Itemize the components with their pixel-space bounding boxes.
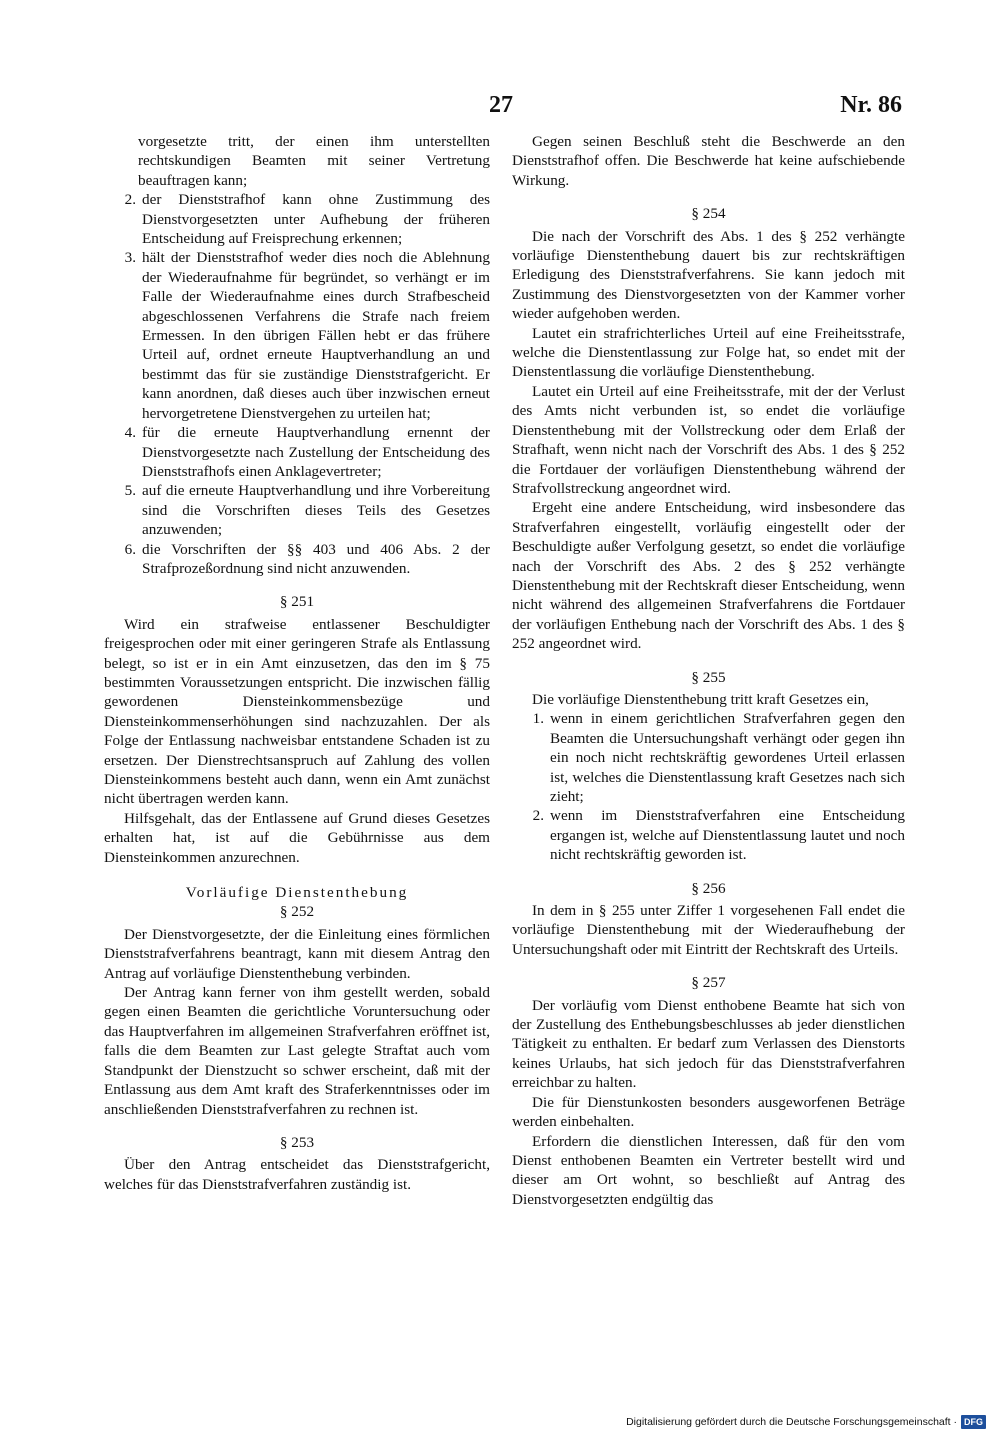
list-item-number: 2.: [532, 807, 544, 825]
section-253-paragraph-1: Über den Antrag entscheidet das Dienststrafgericht, welches für das Dienststrafverfahren zuständig ist.: [104, 1156, 490, 1193]
issue-number: Nr. 86: [840, 92, 902, 118]
list-item-text: die Vorschriften der §§ 403 und 406 Abs. 2 der Strafprozeßordnung sind nicht anzuwenden.: [142, 540, 490, 577]
section-251-paragraph-2: Hilfsgehalt, das der Entlassene auf Grund dieses Gesetzes erhalten hat, ist auf die Gebührnisse aus dem Diensteinkommen anzurechnen.: [104, 809, 490, 866]
list-item: [104, 248, 490, 423]
section-255-paragraph-1: Die vorläufige Dienstenthebung tritt kraft Gesetzes ein,: [532, 690, 869, 708]
list-item: [512, 806, 905, 864]
list-item-text: für die erneute Hauptverhandlung ernennt der Dienstvorgesetzte nach Zustellung der Entscheidung des Dienststrafhofs einen Anklagevertreter;: [142, 424, 490, 480]
section-heading-256: § 256: [691, 879, 726, 897]
section-heading-257: § 257: [691, 974, 726, 992]
list-item-number: 5.: [124, 482, 136, 500]
list-item: [104, 423, 490, 481]
section-heading-252: § 252: [279, 903, 315, 921]
list-item-number: 3.: [124, 249, 136, 267]
list-item-text: wenn in einem gerichtlichen Strafverfahren gegen den Beamten die Untersuchungshaft verhängt oder gegen ihn ein noch nicht rechtskräftig gewordenes Urteil erlassen ist, welches die Dienstentlassung kraft Gesetzes nach sich zieht;: [550, 710, 905, 805]
list-item: [104, 190, 490, 248]
section-257-paragraph-1: Der vorläufig vom Dienst enthobene Beamte hat sich von der Zustellung des Enthebungsbeschlusses ab jeder dienstlichen Tätigkeit zu enthalten. Er bedarf zum Verlassen des Dienstorts keines Urlaubs, hat sich jedoch für das Dienststrafverfahren erreichbar zu halten.: [512, 996, 905, 1092]
section-252-paragraph-1: Der Dienstvorgesetzte, der die Einleitung eines förmlichen Dienststrafverfahrens beantragt, kann mit diesem Antrag den Antrag auf vorläufige Dienstenthebung verbinden.: [104, 925, 490, 982]
list-item-number: 4.: [124, 424, 136, 442]
intro-tail-paragraph: vorgesetzte tritt, der einen ihm unterstellten rechtskundigen Beamten mit seiner Vertretung beauftragen kann;: [138, 133, 490, 189]
section-251-paragraph-1: Wird ein strafweise entlassener Beschuldigter freigesprochen oder mit einer geringeren Strafe als Entlassung belegt, so ist er in ein Amt einzusetzen, das den im § 75 bestimmten Voraussetzungen entspricht. Die inzwischen fällig gewordenen Diensteinkommensbezüge und Diensteinkommenserhöhungen sind nachzuzahlen. Der als Folge der Entlassung nachweisbar entstandene Schaden ist zu ersetzen. Der Dienstrechtsanspruch auf Zahlung des vollen Diensteinkommens besteht auch dann, wenn ein Amt zunächst nicht übertragen werden kann.: [104, 615, 490, 808]
subheading-vorlaeufige-dienstenthebung: Vorläufige Dienstenthebung: [185, 884, 409, 902]
section-heading-255: § 255: [691, 668, 726, 686]
section-heading-251: § 251: [279, 593, 315, 611]
list-item-text: auf die erneute Hauptverhandlung und ihre Vorbereitung sind die Vorschriften dieses Teils des Gesetzes anzuwenden;: [142, 482, 490, 539]
enumerated-list: [104, 190, 490, 578]
dfg-logo: DFG: [961, 1415, 986, 1429]
left-column: [104, 132, 490, 1194]
list-item: [104, 481, 490, 539]
section-252-paragraph-2: Der Antrag kann ferner von ihm gestellt werden, sobald gegen einen Beamten die gerichtliche Voruntersuchung oder das Hauptverfahren im allgemeinen Strafverfahren eröffnet ist, falls die dem Beamten zur Last gelegte Straftat auch vom Standpunkt der Dienstzucht so schwer erscheint, daß mit der Entlassung aus dem Amt kraft des Straferkenntnisses oder im anschließenden Dienststrafverfahren zu rechnen ist.: [104, 984, 490, 1118]
digitization-footer: [614, 1414, 986, 1430]
list-item-number: 2.: [124, 191, 136, 209]
list-item-text: der Dienststrafhof kann ohne Zustimmung des Dienstvorgesetzten unter Aufhebung der früheren Entscheidung auf Freisprechung erkennen;: [142, 191, 490, 248]
section-254-paragraph-4: Ergeht eine andere Entscheidung, wird insbesondere das Strafverfahren eingestellt, vorläufig eingestellt oder der Beschuldigte außer Verfolgung gesetzt, so endet die vorläufige nach der Vorschrift des Abs. 2 des § 252 verhängte Dienstenthebung mit der Rechtskraft dieser Entscheidung, wenn nicht während des allgemeinen Strafverfahrens die Fortdauer der vorläufigen Enthebung nach der Vorschrift des Abs. 1 des § 252 angeordnet wird.: [512, 499, 905, 653]
section-254-paragraph-3: Lautet ein Urteil auf eine Freiheitsstrafe, mit der der Verlust des Amts nicht verbunden ist, so endet die vorläufige Dienstenthebung mit der Vollstreckung oder dem Erlaß der Strafhaft, wenn nicht nach der Vorschrift des Abs. 1 des § 252 die Fortdauer der vorläufigen Dienstenthebung während der Strafvollstreckung angeordnet wird.: [512, 382, 905, 497]
list-item: [512, 709, 905, 806]
section-257-paragraph-3: Erfordern die dienstlichen Interessen, daß für den vom Dienst enthobenen Beamten ein Vertreter bestellt wird und dieser am Ort wohnt, so beschließt auf Antrag des Dienstvorgesetzten endgültig das: [512, 1132, 905, 1208]
section-254-paragraph-1: Die nach der Vorschrift des Abs. 1 des § 252 verhängte vorläufige Dienstenthebung dauert bis zur rechtskräftigen Erledigung des Dienststrafverfahrens. Sie kann jedoch mit Zustimmung des Dienstvorgesetzten von der Kammer vorher wieder aufgehoben werden.: [512, 227, 905, 323]
list-item: [104, 540, 490, 579]
list-item-number: 1.: [532, 710, 544, 728]
section-253-continuation: Gegen seinen Beschluß steht die Beschwerde an den Dienststrafhof offen. Die Beschwerde hat keine aufschiebende Wirkung.: [512, 133, 905, 189]
list-item-text: hält der Dienststrafhof weder dies noch die Ablehnung der Wiederaufnahme für begründet, so verhängt er im Falle der Wiederaufnahme eines durch Strafbescheid abgeschlossenen Verfahrens die Strafe nach freiem Ermessen. In den übrigen Fällen hebt er das frühere Urteil auf, ordnet erneute Hauptverhandlung an und bestimmt das für sie zuständige Dienststrafgericht. Er kann anordnen, daß dieses auch über inzwischen erneut hervorgetretene Dienstvergehen zu urteilen hat;: [142, 249, 490, 422]
section-heading-254: § 254: [691, 205, 726, 223]
list-item-number: 6.: [124, 540, 136, 558]
section-256-paragraph-1: In dem in § 255 unter Ziffer 1 vorgesehenen Fall endet die vorläufige Dienstenthebung mit der Wiederaufhebung der Untersuchungshaft oder mit Eintritt der Rechtskraft des Urteils.: [512, 902, 905, 958]
list-item-text: wenn im Dienststrafverfahren eine Entscheidung ergangen ist, welche auf Dienstentlassung lautet und noch nicht rechtskräftig geworden ist.: [550, 807, 905, 864]
section-255-list: [512, 709, 905, 864]
page-number: 27: [489, 92, 513, 118]
right-column: [512, 132, 905, 1209]
section-254-paragraph-2: Lautet ein strafrichterliches Urteil auf eine Freiheitsstrafe, welche die Dienstentlassung zur Folge hat, so endet mit der Dienstentlassung die vorläufige Dienstenthebung.: [512, 324, 905, 381]
footer-text: Digitalisierung gefördert durch die Deutsche Forschungsgemeinschaft ·: [626, 1416, 957, 1428]
section-heading-253: § 253: [279, 1133, 315, 1151]
section-257-paragraph-2: Die für Dienstunkosten besonders ausgeworfenen Beträge werden einbehalten.: [512, 1093, 905, 1131]
